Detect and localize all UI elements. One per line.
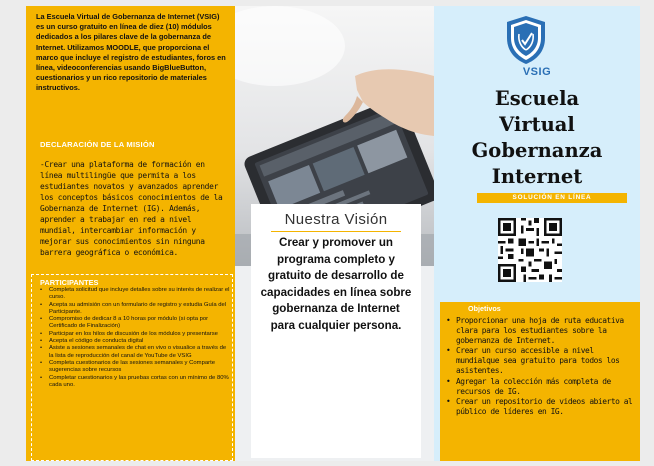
mission-text: -Crear una plataforma de formación en línea multilingüe que permita a los estudiantes novatos y avanzados aprender los conceptos básicos conocimientos de la Gobernanza de Internet (IG). Además, aprender a trabajar en red a nivel mundial, intercambiar información y mejorar sus conocimientos sin ninguna barrera geográfica o económica. (40, 160, 223, 257)
list-item: • Completar cuestionarios y las pruebas cortas con un mínimo de 80% cada uno. (40, 374, 229, 388)
list-item: • Acepta su admisión con un formulario de registro y estudia Guía del Participante. (40, 301, 227, 315)
tagline-bar: SOLUCIÓN EN LÍNEA (477, 193, 627, 203)
school-title-line: Internet (491, 165, 583, 188)
vision-text: Crear y promover un programa completo y gratuito de desarrollo de capacidades en línea sobre gobernanza de Internet para cualquier persona. (260, 236, 412, 332)
vision-title: Nuestra Visión (251, 211, 421, 228)
list-item: • Agregar la colección más completa de recursos de IG. (446, 376, 611, 396)
list-item: • Acepta el código de conducta digital (40, 338, 144, 345)
intro-text: La Escuela Virtual de Gobernanza de Internet (VSIG) es un curso gratuito en línea de diez (10) módulos dedicados a los pilares clave de la gobernanza de Internet. Utilizamos MOODLE, que proporciona el marco que incluye el registro de estudiantes, foros en línea, videoconferencias usando BigBlueButton, cuestionarios y un rico repositorio de materiales instructivos. (36, 12, 226, 93)
objectives-list (446, 316, 634, 417)
shield-laurel-icon (504, 14, 548, 66)
brochure-page (26, 6, 640, 461)
list-item: • Crear un repositorio de videos abierto al público de líderes en IG. (446, 396, 633, 416)
left-panel (26, 6, 235, 461)
school-title-line: Gobernanza (471, 139, 603, 162)
vision-card (251, 204, 421, 458)
list-item: • Completa solicitud que incluye detalles sobre su interés de realizar el curso. (40, 287, 230, 301)
qr-code-icon[interactable] (498, 218, 562, 282)
list-item: • Asiste a sesiones semanales de chat en vivo o visualice a través de la lista de reproducción del canal de YouTube de VSIG (40, 345, 227, 359)
right-panel (434, 6, 640, 461)
mission-heading: DECLARACIÓN DE LA MISIÓN (40, 140, 155, 149)
list-item: • Proporcionar una hoja de ruta educativa clara para los estudiantes sobre la gobernanza de Internet. (446, 316, 624, 346)
brand-name: VSIG (522, 66, 552, 78)
school-title-line: Escuela (494, 87, 580, 110)
participants-heading: PARTICIPANTES (40, 278, 99, 287)
school-title (434, 86, 640, 190)
participants-list (40, 287, 230, 389)
list-item: • Completa cuestionarios de las sesiones semanales y Comparte sugerencias sobre recursos (40, 359, 216, 374)
school-title-line: Virtual (499, 113, 575, 136)
middle-panel (235, 6, 434, 461)
list-item: • Compromiso de dedicar 8 a 10 horas por módulo (si opta por Certificado de Finalización) (40, 316, 209, 330)
list-item: • Participar en los hilos de discusión de los módulos y presentarse (40, 330, 218, 337)
objectives-heading: Objetivos (468, 304, 501, 313)
list-item: • Crear un curso accesible a nivel mundialque sea gratuito para todos los asistentes. (446, 346, 620, 376)
